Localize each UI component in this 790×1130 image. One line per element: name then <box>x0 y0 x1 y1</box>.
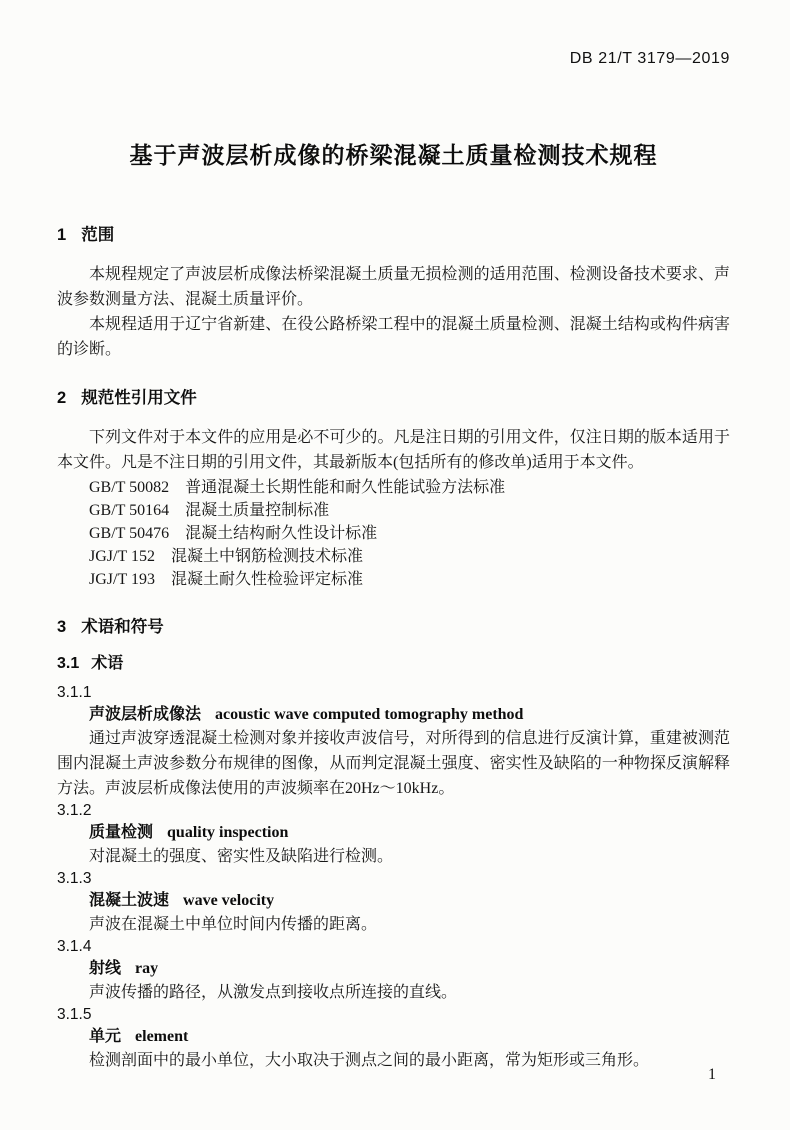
section-3-title: 术语和符号 <box>81 618 164 636</box>
term-definition: 声波传播的路径，从激发点到接收点所连接的直线。 <box>89 984 458 1001</box>
reference-code: GB/T 50082 <box>89 479 170 496</box>
term-name-en: quality inspection <box>167 824 289 841</box>
section-2-heading <box>57 387 730 409</box>
term-definition: 检测剖面中的最小单位，大小取决于测点之间的最小距离，常为矩形或三角形。 <box>89 1052 650 1069</box>
term-title-line <box>57 821 730 844</box>
term-name-en: ray <box>135 960 159 977</box>
term-title-line <box>57 1025 730 1048</box>
reference-title: 混凝土中钢筋检测技术标准 <box>170 548 363 565</box>
term-name-zh: 质量检测 <box>89 824 154 841</box>
term-name-zh: 声波层析成像法 <box>89 706 202 723</box>
reference-item <box>57 499 730 522</box>
term-name-zh: 单元 <box>89 1028 122 1045</box>
term-name-zh: 射线 <box>89 960 122 977</box>
section-3-number: 3 <box>57 618 67 636</box>
reference-item <box>57 545 730 568</box>
scope-paragraph-1: 本规程规定了声波层析成像法桥梁混凝土质量无损检测的适用范围、检测设备技术要求、声波参数测量方法、混凝土质量评价。 <box>57 266 730 308</box>
reference-title: 混凝土耐久性检验评定标准 <box>170 571 363 588</box>
term-name-en: element <box>135 1028 189 1045</box>
reference-title: 混凝土结构耐久性设计标准 <box>185 525 378 542</box>
term-clause-number: 3.1.2 <box>57 802 92 819</box>
reference-code: JGJ/T 193 <box>89 571 155 588</box>
term-name-zh: 混凝土波速 <box>89 892 170 909</box>
section-3-1-number: 3.1 <box>57 655 80 672</box>
term-definition: 声波在混凝土中单位时间内传播的距离。 <box>89 916 378 933</box>
standard-number: DB 21/T 3179—2019 <box>569 50 730 67</box>
section-1-number: 1 <box>57 226 67 244</box>
section-2-number: 2 <box>57 389 67 407</box>
document-title: 基于声波层析成像的桥梁混凝土质量检测技术规程 <box>129 142 658 168</box>
term-clause-number: 3.1.3 <box>57 870 92 887</box>
section-3-1-heading <box>57 653 730 675</box>
reference-code: GB/T 50476 <box>89 525 170 542</box>
term-name-en: acoustic wave computed tomography method <box>215 706 524 723</box>
section-3-heading <box>57 616 730 638</box>
section-1-title: 范围 <box>81 226 115 244</box>
reference-list <box>57 476 730 591</box>
term-title-line <box>57 957 730 980</box>
term-name-en: wave velocity <box>183 892 275 909</box>
term-definition: 通过声波穿透混凝土检测对象并接收声波信号，对所得到的信息进行反演计算，重建被测范围内混凝土声波参数分布规律的图像，从而判定混凝土强度、密实性及缺陷的一种物探反演解释方法。声波层析成像法使用的声波频率在20Hz～10kHz。 <box>57 730 730 797</box>
section-1-heading <box>57 224 730 246</box>
term-clause-number: 3.1.5 <box>57 1006 92 1023</box>
section-2-title: 规范性引用文件 <box>81 389 197 407</box>
references-intro-paragraph: 下列文件对于本文件的应用是必不可少的。凡是注日期的引用文件，仅注日期的版本适用于本文件。凡是不注日期的引用文件，其最新版本(包括所有的修改单)适用于本文件。 <box>57 429 730 471</box>
reference-code: GB/T 50164 <box>89 502 170 519</box>
reference-item <box>57 568 730 591</box>
term-title-line <box>57 889 730 912</box>
term-definition: 对混凝土的强度、密实性及缺陷进行检测。 <box>89 848 394 865</box>
term-clause-number: 3.1.1 <box>57 684 92 701</box>
reference-title: 普通混凝土长期性能和耐久性能试验方法标准 <box>185 479 506 496</box>
reference-item <box>57 476 730 499</box>
scope-paragraph-2: 本规程适用于辽宁省新建、在役公路桥梁工程中的混凝土质量检测、混凝土结构或构件病害的诊断。 <box>57 316 730 358</box>
reference-title: 混凝土质量控制标准 <box>185 502 330 519</box>
reference-code: JGJ/T 152 <box>89 548 155 565</box>
term-title-line <box>57 703 730 726</box>
page-number: 1 <box>708 1066 716 1083</box>
term-clause-number: 3.1.4 <box>57 938 92 955</box>
section-3-1-title: 术语 <box>91 655 124 672</box>
reference-item <box>57 522 730 545</box>
